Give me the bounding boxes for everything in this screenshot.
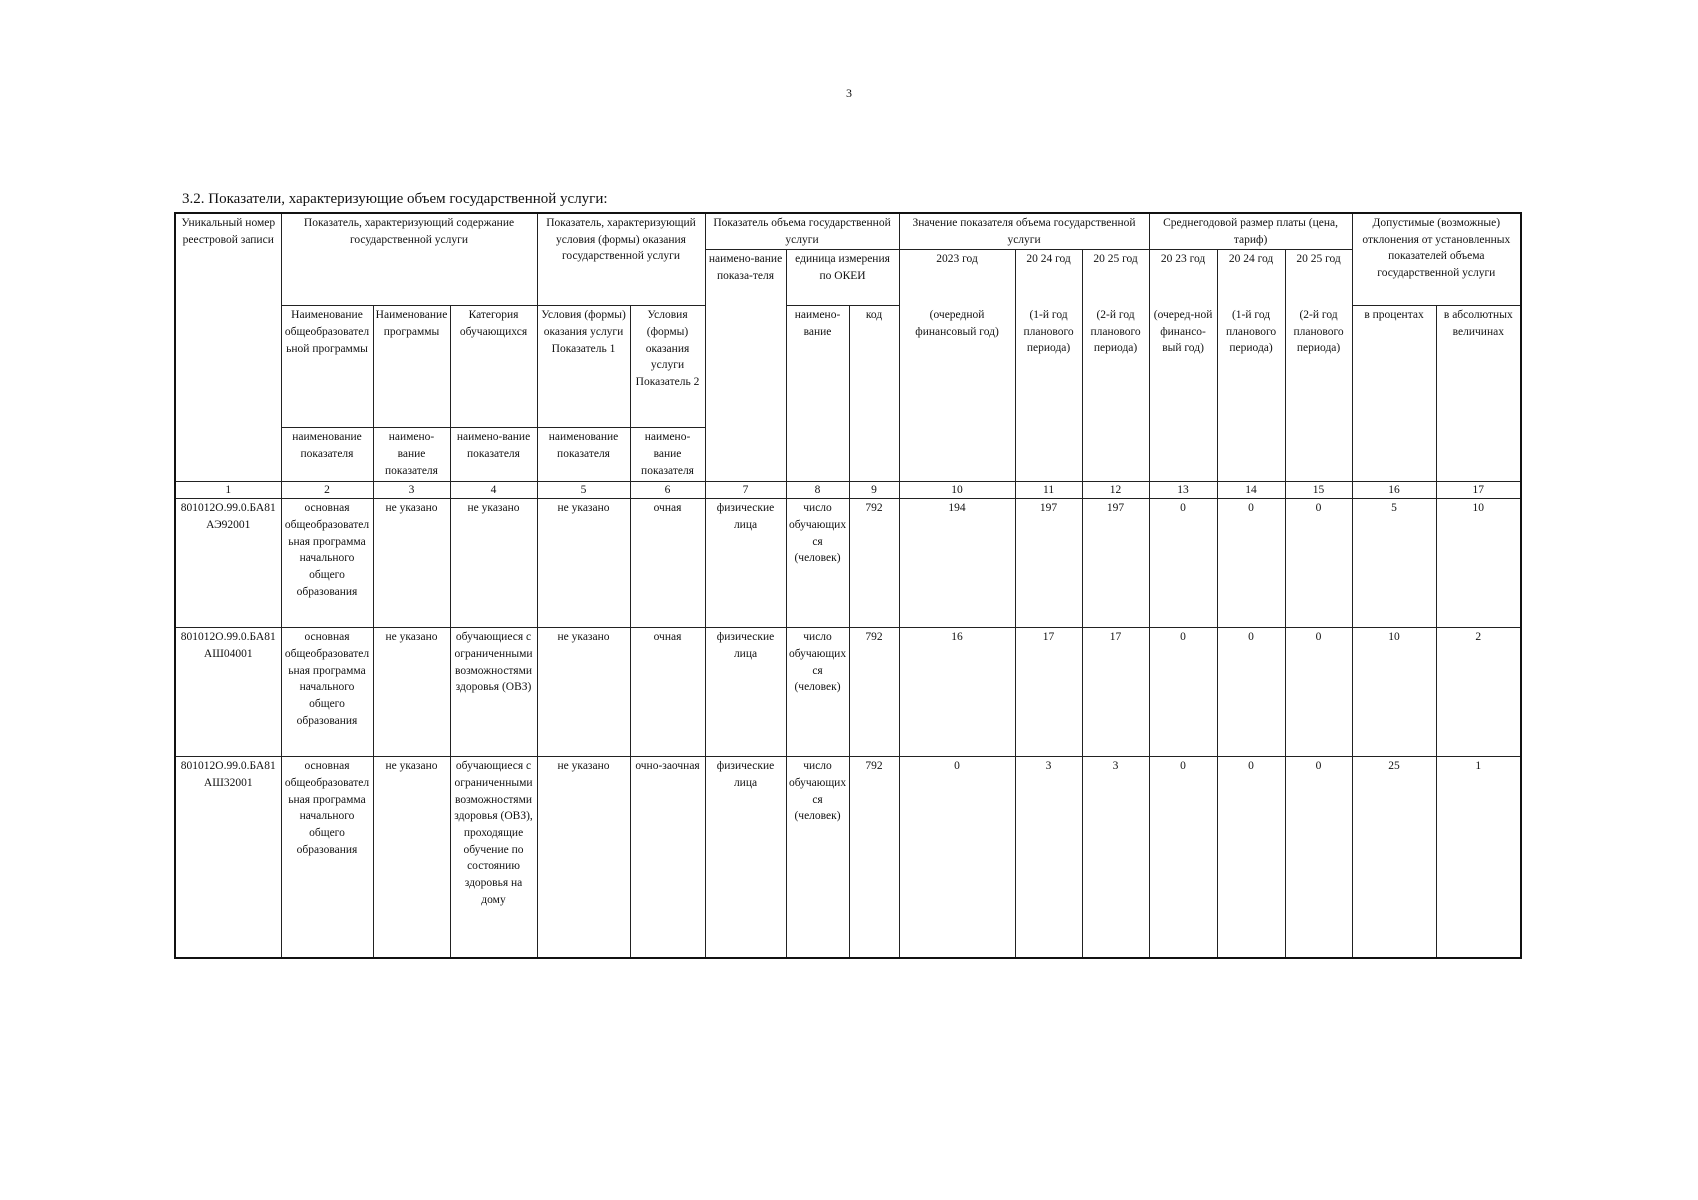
header-condition-1: Условия (формы) оказания услуги Показатель 1 [537, 306, 630, 428]
header-fee-2023: 20 23 год [1149, 250, 1217, 306]
unit-cell: число обучающихся (человек) [786, 757, 849, 959]
column-number: 6 [630, 482, 705, 499]
header-fee-2024: 20 24 год [1217, 250, 1285, 306]
column-number: 11 [1015, 482, 1082, 499]
fee-2024-cell: 0 [1217, 757, 1285, 959]
deviation-absolute-cell: 10 [1436, 499, 1521, 628]
value-2025-cell: 197 [1082, 499, 1149, 628]
column-number: 1 [175, 482, 281, 499]
header-deviation-group: Допустимые (возможные) отклонения от установленных показателей объема государственной услуги [1352, 213, 1521, 306]
fee-2025-cell: 0 [1285, 628, 1352, 757]
header-unit-okei: единица измерения по ОКЕИ [786, 250, 899, 306]
category-cell: обучающиеся с ограниченными возможностями здоровья (ОВЗ), проходящие обучение по состоянию здоровья на дому [450, 757, 537, 959]
table-row [175, 628, 1521, 757]
header-fee-current: (очеред-ной финансо-вый год) [1149, 306, 1217, 482]
deviation-percent-cell: 25 [1352, 757, 1436, 959]
deviation-absolute-cell: 2 [1436, 628, 1521, 757]
program-cell: основная общеобразовательная программа начального общего образования [281, 757, 373, 959]
code-cell: 792 [849, 628, 899, 757]
value-2023-cell: 16 [899, 628, 1015, 757]
condition-1-cell: не указано [537, 628, 630, 757]
header-student-category: Категория обучающихся [450, 306, 537, 428]
section-title: 3.2. Показатели, характеризующие объем государственной услуги: [182, 191, 608, 207]
value-2025-cell: 3 [1082, 757, 1149, 959]
registry-number: 801012О.99.0.БА81АЭ92001 [175, 499, 281, 628]
header-year-2024: 20 24 год [1015, 250, 1082, 306]
program-cell: основная общеобразовательная программа начального общего образования [281, 499, 373, 628]
table-row [175, 499, 1521, 628]
deviation-percent-cell: 10 [1352, 628, 1436, 757]
column-number: 8 [786, 482, 849, 499]
condition-1-cell: не указано [537, 499, 630, 628]
header-plan-year-2: (2-й год планового периода) [1082, 306, 1149, 482]
indicator-cell: физические лица [705, 628, 786, 757]
header-year-2023: 2023 год [899, 250, 1015, 306]
program-name-cell: не указано [373, 757, 450, 959]
code-cell: 792 [849, 499, 899, 628]
column-number: 12 [1082, 482, 1149, 499]
condition-2-cell: очная [630, 628, 705, 757]
header-year-2025: 20 25 год [1082, 250, 1149, 306]
header-program-name: Наименование общеобразовательной программы [281, 306, 373, 428]
header-indicator-name-2: наименование показателя [281, 428, 373, 482]
fee-2025-cell: 0 [1285, 499, 1352, 628]
header-in-absolute: в абсолютных величинах [1436, 306, 1521, 482]
column-number: 14 [1217, 482, 1285, 499]
column-number: 16 [1352, 482, 1436, 499]
deviation-absolute-cell: 1 [1436, 757, 1521, 959]
fee-2024-cell: 0 [1217, 628, 1285, 757]
column-number: 5 [537, 482, 630, 499]
header-content-group: Показатель, характеризующий содержание государственной услуги [281, 213, 537, 306]
page-number: 3 [846, 86, 852, 100]
header-value-group: Значение показателя объема государственной услуги [899, 213, 1149, 250]
header-volume-group: Показатель объема государственной услуги [705, 213, 899, 250]
header-fee-2025: 20 25 год [1285, 250, 1352, 306]
header-fee-plan-2: (2-й год планового периода) [1285, 306, 1352, 482]
deviation-percent-cell: 5 [1352, 499, 1436, 628]
column-number: 4 [450, 482, 537, 499]
value-2023-cell: 194 [899, 499, 1015, 628]
fee-2023-cell: 0 [1149, 628, 1217, 757]
column-number: 17 [1436, 482, 1521, 499]
header-indicator-name-3: наимено-вание показателя [373, 428, 450, 482]
unit-cell: число обучающихся (человек) [786, 499, 849, 628]
fee-2023-cell: 0 [1149, 757, 1217, 959]
indicator-cell: физические лица [705, 499, 786, 628]
value-2024-cell: 197 [1015, 499, 1082, 628]
program-name-cell: не указано [373, 499, 450, 628]
header-indicator-name: наимено-вание показа-теля [705, 250, 786, 482]
program-cell: основная общеобразовательная программа начального общего образования [281, 628, 373, 757]
header-programs: Наименование программы [373, 306, 450, 428]
condition-2-cell: очная [630, 499, 705, 628]
fee-2025-cell: 0 [1285, 757, 1352, 959]
unit-cell: число обучающихся (человек) [786, 628, 849, 757]
header-condition-2: Условия (формы) оказания услуги Показатель 2 [630, 306, 705, 428]
header-unit-code: код [849, 306, 899, 482]
header-unique-number: Уникальный номер реестровой записи [175, 213, 281, 482]
header-fee-plan-1: (1-й год планового периода) [1217, 306, 1285, 482]
category-cell: не указано [450, 499, 537, 628]
header-indicator-name-6: наимено-вание показателя [630, 428, 705, 482]
header-plan-year-1: (1-й год планового периода) [1015, 306, 1082, 482]
fee-2024-cell: 0 [1217, 499, 1285, 628]
table-row [175, 757, 1521, 959]
value-2025-cell: 17 [1082, 628, 1149, 757]
header-conditions-group: Показатель, характеризующий условия (формы) оказания государственной услуги [537, 213, 705, 306]
column-number: 15 [1285, 482, 1352, 499]
header-current-fin-year: (очередной финансовый год) [899, 306, 1015, 482]
column-number: 10 [899, 482, 1015, 499]
header-indicator-name-5: наименование показателя [537, 428, 630, 482]
header-in-percent: в процентах [1352, 306, 1436, 482]
registry-number: 801012О.99.0.БА81АШ32001 [175, 757, 281, 959]
volume-indicators-table [174, 212, 1522, 959]
value-2024-cell: 17 [1015, 628, 1082, 757]
indicator-cell: физические лица [705, 757, 786, 959]
column-number: 2 [281, 482, 373, 499]
header-indicator-name-4: наимено-вание показателя [450, 428, 537, 482]
fee-2023-cell: 0 [1149, 499, 1217, 628]
condition-1-cell: не указано [537, 757, 630, 959]
registry-number: 801012О.99.0.БА81АШ04001 [175, 628, 281, 757]
code-cell: 792 [849, 757, 899, 959]
column-number: 9 [849, 482, 899, 499]
value-2023-cell: 0 [899, 757, 1015, 959]
program-name-cell: не указано [373, 628, 450, 757]
column-numbers-row [175, 482, 1521, 499]
column-number: 13 [1149, 482, 1217, 499]
column-number: 3 [373, 482, 450, 499]
header-unit-name: наимено-вание [786, 306, 849, 482]
condition-2-cell: очно-заочная [630, 757, 705, 959]
header-fee-group: Среднегодовой размер платы (цена, тариф) [1149, 213, 1352, 250]
category-cell: обучающиеся с ограниченными возможностями здоровья (ОВЗ) [450, 628, 537, 757]
value-2024-cell: 3 [1015, 757, 1082, 959]
column-number: 7 [705, 482, 786, 499]
